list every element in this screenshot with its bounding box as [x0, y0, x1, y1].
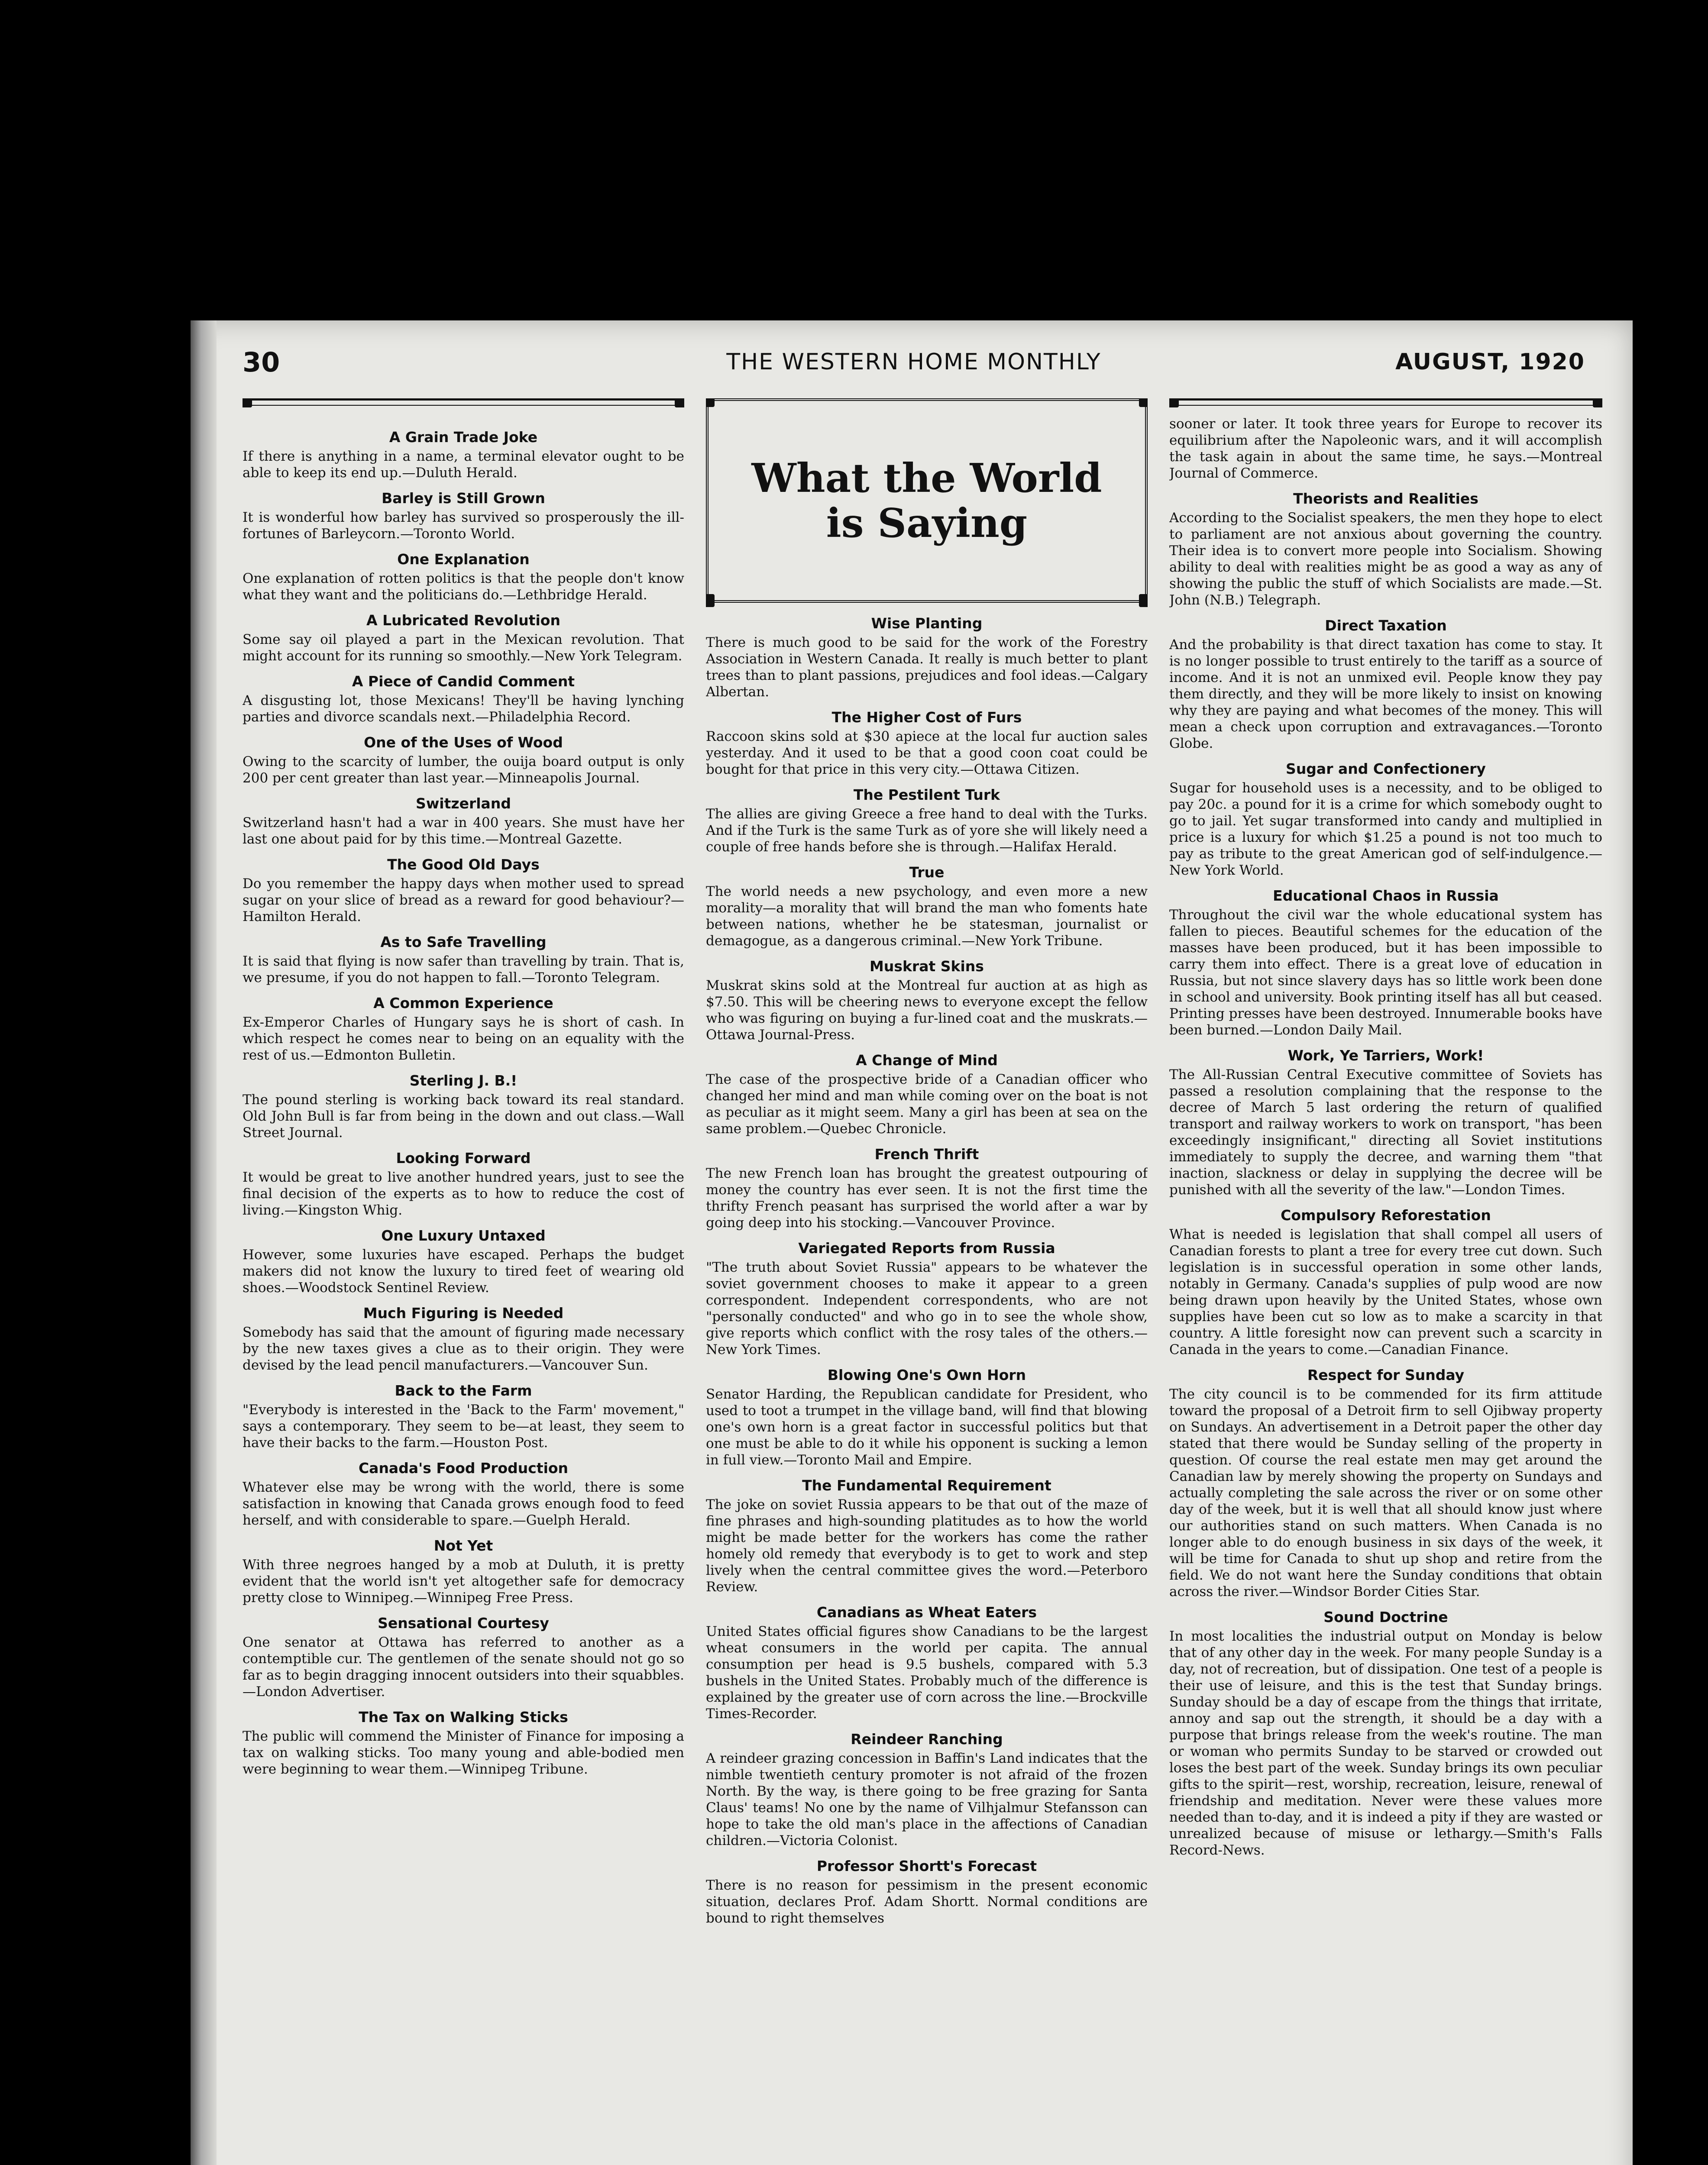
article-body: Whatever else may be wrong with the world, there is some satisfaction in knowing that Canada grows enough food to feed herself, and with considerable to spare.—Guelph Herald.: [243, 1480, 684, 1528]
article-headline: Blowing One's Own Horn: [827, 1367, 1026, 1383]
article-body: It would be great to live another hundred years, just to see the final decision of the experts as to how to reduce the cost of living.—Kingston Whig.: [243, 1170, 684, 1218]
article-body: Ex-Emperor Charles of Hungary says he is short of cash. In which respect he comes near to being on an equality with the rest of us.—Edmonton Bulletin.: [243, 1015, 684, 1063]
article-headline: Wise Planting: [871, 615, 983, 632]
article-item: [1169, 416, 1602, 481]
article-headline: True: [909, 864, 945, 881]
article-body: However, some luxuries have escaped. Perhaps the budget makers did not know the luxury to tired feet of wearing old shoes.—Woodstock Sentinel Review.: [243, 1247, 684, 1296]
article-item: [706, 1731, 1148, 1849]
article-headline: Reindeer Ranching: [851, 1731, 1003, 1748]
article-body: The pound sterling is working back toward its real standard. Old John Bull is far from being in the down and out class.—Wall Street Journal.: [243, 1092, 684, 1141]
article-item: [243, 1709, 684, 1777]
article-body: It is said that flying is now safer than travelling by train. That is, we presume, if you do not happen to fall.—Toronto Telegram.: [243, 953, 684, 986]
article-item: [243, 1460, 684, 1528]
article-body: "Everybody is interested in the 'Back to the Farm' movement," says a contemporary. They seem to be—at least, they seem to have their backs to the farm.—Houston Post.: [243, 1402, 684, 1451]
magazine-page: [191, 320, 1633, 2165]
article-item: [243, 551, 684, 603]
article-item: [706, 1146, 1148, 1231]
article-headline: Sterling J. B.!: [409, 1072, 518, 1089]
article-body: Do you remember the happy days when mother used to spread sugar on your slice of bread as a reward for good behaviour?—Hamilton Herald.: [243, 876, 684, 924]
article-headline: French Thrift: [874, 1146, 979, 1163]
article-headline: Switzerland: [416, 795, 511, 812]
article-headline: A Grain Trade Joke: [389, 429, 538, 446]
article-headline: As to Safe Travelling: [380, 934, 547, 950]
article-body: Some say oil played a part in the Mexican revolution. That might account for its running so smoothly.—New York Telegram.: [243, 632, 684, 664]
article-body: The case of the prospective bride of a Canadian officer who changed her mind and man while coming over on the boat is not as peculiar as it might seem. Many a girl has been at sea on the same problem.—Quebec Chronicle.: [706, 1072, 1148, 1137]
article-headline: Educational Chaos in Russia: [1273, 887, 1499, 904]
right-column-body: [1169, 416, 1602, 2165]
issue-date: AUGUST, 1920: [1395, 349, 1585, 375]
article-headline: Variegated Reports from Russia: [798, 1240, 1055, 1257]
middle-column-body: [706, 615, 1148, 2165]
article-item: [243, 1305, 684, 1373]
corner-ornament: [1139, 398, 1148, 407]
article-item: [1169, 1367, 1602, 1600]
article-headline: Barley is Still Grown: [382, 490, 545, 507]
article-item: [243, 612, 684, 664]
article-headline: The Pestilent Turk: [853, 786, 1000, 803]
article-body: And the probability is that direct taxation has come to stay. It is no longer possible to trust entirely to the tariff as a source of income. And it is not an unmixed evil. People know they pay them directly, and they will be more likely to insist on knowing why they are paying and what becomes of the money. This will mean a check upon corruption and extravagances.—Toronto Globe.: [1169, 637, 1602, 751]
article-item: [243, 1150, 684, 1218]
article-body: sooner or later. It took three years for Europe to recover its equilibrium after the Napoleonic wars, and it will accomplish the task again in about the same time, he says.—Montreal Journal of Commerce.: [1169, 416, 1602, 481]
right-column: [1169, 398, 1602, 2165]
article-headline: Work, Ye Tarriers, Work!: [1287, 1047, 1484, 1064]
article-item: [243, 1382, 684, 1451]
article-body: The new French loan has brought the greatest outpouring of money the country has ever seen. It is not the first time the thrifty French peasant has surprised the world after a war by going deep into his stocking.—Vancouver Province.: [706, 1166, 1148, 1231]
article-body: A disgusting lot, those Mexicans! They'll be having lynching parties and divorce scandals next.—Philadelphia Record.: [243, 693, 684, 725]
corner-ornament: [1139, 594, 1148, 607]
article-headline: Back to the Farm: [395, 1382, 532, 1399]
article-headline: Muskrat Skins: [870, 958, 984, 975]
article-body: The world needs a new psychology, and even more a new morality—a morality that will brand the man who foments hate between nations, whether he be statesman, journalist or demagogue, as a dangerous criminal.—New York Tribune.: [706, 884, 1148, 949]
article-headline: One Luxury Untaxed: [381, 1227, 546, 1244]
article-item: [706, 786, 1148, 855]
article-body: The All-Russian Central Executive committee of Soviets has passed a resolution complaining that the response to the decree of March 5 last ordering the return of qualified transport and railway workers to work on transport, "has been exceedingly insignificant," directing all Soviet institutions immediately to supply the decree, and warning them "that inaction, slackness or delay in supplying the decree will be punished with all the severity of the law."—London Times.: [1169, 1067, 1602, 1198]
article-item: [1169, 617, 1602, 752]
article-item: [243, 934, 684, 986]
article-body: United States official figures show Canadians to be the largest wheat consumers in the world per capita. The annual consumption per head is 9.5 bushels, compared with 5.3 bushels in the United States. Probably much of the difference is explained by the greater use of corn across the line.—Brockville Times-Recorder.: [706, 1624, 1148, 1722]
article-headline: The Fundamental Requirement: [802, 1477, 1051, 1494]
article-item: [706, 615, 1148, 700]
article-body: If there is anything in a name, a terminal elevator ought to be able to keep its end up.—Duluth Herald.: [243, 449, 684, 481]
article-body: The joke on soviet Russia appears to be that out of the maze of fine phrases and high-sounding platitudes as to how the world might be made better for the workers has come the rather homely old remedy that everybody is to get to work and step lively when the central committee gives the word.—Peterboro Review.: [706, 1497, 1148, 1595]
article-item: [243, 1072, 684, 1141]
article-headline: A Change of Mind: [856, 1052, 998, 1069]
article-item: [1169, 490, 1602, 608]
column-rule: [243, 398, 684, 406]
article-item: [706, 1604, 1148, 1722]
article-item: [706, 1240, 1148, 1358]
article-body: It is wonderful how barley has survived so prosperously the ill-fortunes of Barleycorn.—Toronto World.: [243, 510, 684, 542]
article-headline: Professor Shortt's Forecast: [816, 1858, 1037, 1874]
article-item: [706, 1052, 1148, 1137]
magazine-title: THE WESTERN HOME MONTHLY: [726, 349, 1101, 375]
article-item: [706, 1858, 1148, 1926]
column-rule: [1169, 398, 1602, 406]
article-body: Throughout the civil war the whole educational system has fallen to pieces. Beautiful schemes for the education of the masses have been produced, but it has been impossible to carry them into effect. There is a great love of education in Russia, but not since slavery days has so little work been done in school and university. Book printing itself has all but ceased. Printing presses have been destroyed. Innumerable books have been burned.—London Daily Mail.: [1169, 907, 1602, 1038]
article-item: [706, 958, 1148, 1043]
article-headline: A Piece of Candid Comment: [352, 673, 575, 690]
article-item: [1169, 1047, 1602, 1198]
article-item: [243, 490, 684, 542]
article-headline: Theorists and Realities: [1293, 490, 1478, 507]
article-item: [1169, 760, 1602, 879]
feature-banner: [706, 398, 1148, 603]
article-body: In most localities the industrial output on Monday is below that of any other day in the week. For many people Sunday is a day, not of recreation, but of dissipation. One test of a people is their use of leisure, and this is the test that Sunday brings. Sunday should be a day of escape from the things that irritate, annoy and sap out the strength, it should be a day with a purpose that brings release from the week's routine. The man or woman who permits Sunday to be starved or crowded out loses the best part of the week. Sunday brings its own peculiar gifts to the spirit—rest, worship, recreation, leisure, renewal of friendship and meditation. Never were these values more needed than to-day, and it is indeed a pity if they are wasted or unrealized because of misuse or lethargy.—Smith's Falls Record-News.: [1169, 1629, 1602, 1858]
article-body: There is no reason for pessimism in the present economic situation, declares Prof. Adam Shortt. Normal conditions are bound to right themselves: [706, 1877, 1148, 1926]
article-item: [243, 673, 684, 725]
middle-column: [706, 398, 1148, 2165]
article-headline: Canada's Food Production: [358, 1460, 569, 1477]
article-headline: Not Yet: [433, 1537, 493, 1554]
article-body: "The truth about Soviet Russia" appears to be whatever the soviet government chooses to make it appear to a green correspondent. Independent correspondents, who are not "personally conducted" and who go in to see the whole show, give reports which conflict with the rosy tales of the others.—New York Times.: [706, 1260, 1148, 1357]
corner-ornament: [706, 594, 715, 607]
article-headline: Direct Taxation: [1325, 617, 1447, 634]
article-body: Owing to the scarcity of lumber, the ouija board output is only 200 per cent greater than last year.—Minneapolis Journal.: [243, 754, 684, 786]
article-headline: Canadians as Wheat Eaters: [816, 1604, 1037, 1621]
article-headline: Much Figuring is Needed: [363, 1305, 564, 1322]
article-body: Senator Harding, the Republican candidate for President, who used to toot a trumpet in the village band, will find that blowing one's own horn is a great factor in successful politics but that one must be able to do it while his opponent is sucking a lemon in full view.—Toronto Mail and Empire.: [706, 1386, 1148, 1468]
article-body: The city council is to be commended for its firm attitude toward the proposal of a Detroit firm to sell Ojibway property on Sundays. An advertisement in a Detroit paper the other day stated that there would be Sunday selling of the property in question. Of course the real estate men may get around the Canadian law by merely showing the property on Sundays and actually completing the sale across the river or on some other day of the week, but it is well that all should know just where our authorities stand on such matters. When Canada is no longer able to do enough business in six days of the week, it will be time for Canada to shut up shop and retire from the field. We do not want here the Sunday conditions that obtain across the river.—Windsor Border Cities Star.: [1169, 1386, 1602, 1600]
article-headline: One of the Uses of Wood: [364, 734, 563, 751]
article-headline: The Good Old Days: [387, 856, 540, 873]
article-headline: Sugar and Confectionery: [1286, 760, 1486, 777]
article-body: Raccoon skins sold at $30 apiece at the local fur auction sales yesterday. And it used to be that a good coon coat could be bought for that price in this very city.—Ottawa Citizen.: [706, 729, 1148, 777]
article-headline: The Higher Cost of Furs: [831, 709, 1022, 726]
article-body: One senator at Ottawa has referred to another as a contemptible cur. The gentlemen of the senate should not go so far as to begin dragging innocent outsiders into their squabbles.—London Advertiser.: [243, 1635, 684, 1700]
article-body: What is needed is legislation that shall compel all users of Canadian forests to plant a tree for every tree cut down. Such legislation is in successful operation in some other lands, notably in Germany. Canada's supplies of pulp wood are now being drawn upon heavily by the United States, whose own supplies have been cut so low as to make a scarcity in that country. A little foresight now can prevent such a scarcity in Canada in the years to come.—Canadian Finance.: [1169, 1227, 1602, 1357]
article-headline: Sensational Courtesy: [378, 1615, 549, 1632]
page-header: [243, 346, 1585, 381]
article-body: Sugar for household uses is a necessity, and to be obliged to pay 20c. a pound for it is a crime for which somebody ought to go to jail. Yet sugar transformed into candy and multiplied in price is a luxury for which $1.25 a pound is not too much to pay as tribute to the great American god of self-indulgence.—New York World.: [1169, 780, 1602, 878]
article-body: The allies are giving Greece a free hand to deal with the Turks. And if the Turk is the same Turk as of yore she will likely need a couple of free hands before she is through.—Halifax Herald.: [706, 806, 1148, 855]
article-headline: A Common Experience: [373, 995, 553, 1011]
feature-title-line-1: What the World: [751, 455, 1102, 501]
article-item: [243, 1615, 684, 1700]
page-number: 30: [243, 346, 280, 378]
article-headline: The Tax on Walking Sticks: [359, 1709, 568, 1726]
article-item: [243, 1537, 684, 1606]
article-item: [706, 1367, 1148, 1468]
article-item: [243, 429, 684, 481]
article-body: Somebody has said that the amount of figuring made necessary by the new taxes gives a clue as to their origin. They were devised by the lead pencil manufacturers.—Vancouver Sun.: [243, 1325, 684, 1373]
article-item: [706, 864, 1148, 949]
article-item: [1169, 1207, 1602, 1358]
article-headline: A Lubricated Revolution: [366, 612, 560, 629]
article-item: [1169, 887, 1602, 1038]
article-body: Muskrat skins sold at the Montreal fur auction at as high as $7.50. This will be cheering news to everyone except the fellow who was figuring on buying a fur-lined coat and the muskrats.—Ottawa Journal-Press.: [706, 978, 1148, 1043]
feature-title-line-2: is Saying: [826, 500, 1028, 546]
page-binding: [191, 320, 217, 2165]
article-item: [1169, 1609, 1602, 1858]
article-body: One explanation of rotten politics is that the people don't know what they want and the politicians do.—Lethbridge Herald.: [243, 571, 684, 603]
article-item: [243, 1227, 684, 1296]
article-body: With three negroes hanged by a mob at Duluth, it is pretty evident that the world isn't yet altogether safe for democracy pretty close to Winnipeg.—Winnipeg Free Press.: [243, 1557, 684, 1606]
article-headline: Compulsory Reforestation: [1281, 1207, 1491, 1224]
article-body: According to the Socialist speakers, the men they hope to elect to parliament are not anxious about governing the country. Their idea is to convert more people into Socialism. Showing ability to deal with realities might be as good a way as any of showing the public the stuff of which Socialists are made.—St. John (N.B.) Telegraph.: [1169, 510, 1602, 608]
article-body: There is much good to be said for the work of the Forestry Association in Western Canada. It really is much better to plant trees than to plant passions, prejudices and fool ideas.—Calgary Albertan.: [706, 635, 1148, 700]
article-body: Switzerland hasn't had a war in 400 years. She must have her last one about paid for by this time.—Montreal Gazette.: [243, 815, 684, 847]
article-headline: Looking Forward: [396, 1150, 531, 1167]
article-body: The public will commend the Minister of Finance for imposing a tax on walking sticks. Too many young and able-bodied men were beginning to wear them.—Winnipeg Tribune.: [243, 1729, 684, 1777]
article-item: [243, 995, 684, 1063]
article-headline: One Explanation: [397, 551, 530, 568]
article-item: [243, 856, 684, 925]
left-column-body: [243, 429, 684, 2165]
article-headline: Sound Doctrine: [1323, 1609, 1448, 1625]
article-body: A reindeer grazing concession in Baffin's Land indicates that the nimble twentieth century promoter is not afraid of the frozen North. By the way, is there going to be free grazing for Santa Claus' teams! No one by the name of Vilhjalmur Stefansson can hope to take the old man's place in the affections of Canadian children.—Victoria Colonist.: [706, 1751, 1148, 1848]
article-headline: Respect for Sunday: [1307, 1367, 1465, 1383]
article-item: [706, 1477, 1148, 1595]
article-item: [243, 795, 684, 847]
article-item: [243, 734, 684, 786]
article-item: [706, 709, 1148, 778]
corner-ornament: [706, 398, 715, 407]
left-column: [243, 398, 684, 2165]
